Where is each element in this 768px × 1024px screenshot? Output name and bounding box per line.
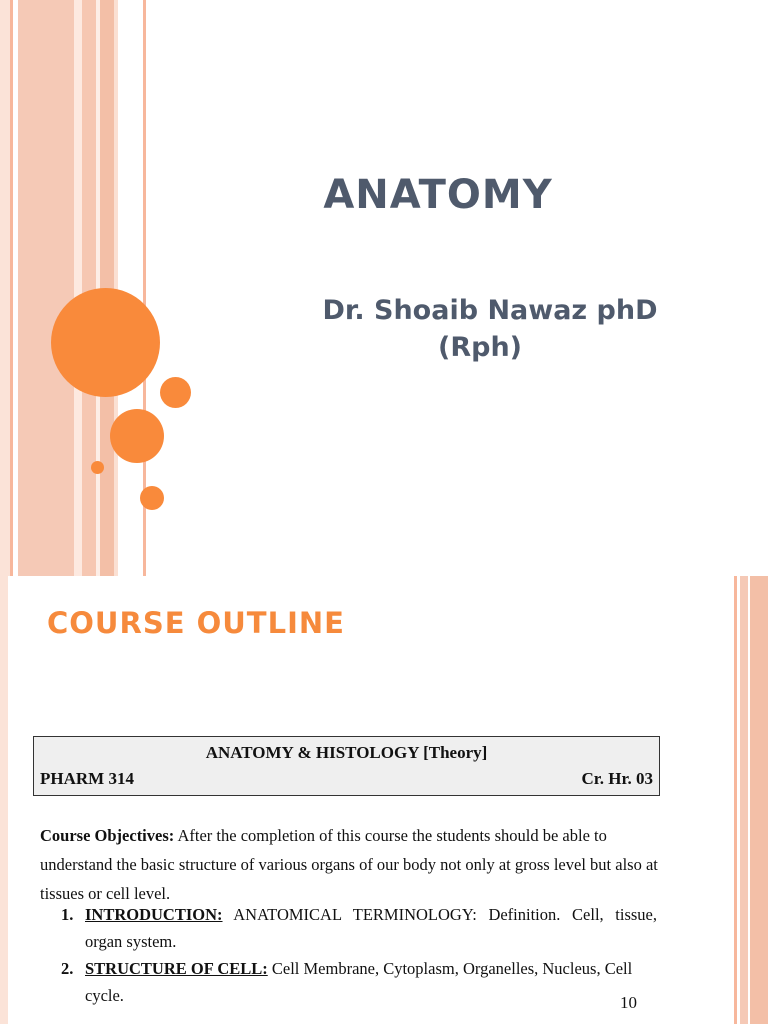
decorative-stripe [74, 0, 82, 576]
decorative-stripe [0, 0, 10, 576]
item-text: ANATOMICAL TERMINOLOGY: Definition. Cell, tissue, organ system. [85, 905, 657, 951]
slide-subtitle [280, 292, 700, 366]
decorative-stripe [740, 576, 748, 1024]
decorative-stripe [18, 0, 74, 576]
decorative-circle [140, 486, 164, 510]
syllabus-header-box [33, 736, 660, 796]
objectives-text: After the completion of this course the students should be able to understand the basic structure of various organs of our body not only at gross level but also at tissues or cell level. [40, 826, 658, 903]
decorative-stripe [82, 0, 96, 576]
decorative-circle [160, 377, 191, 408]
decorative-circle [110, 409, 164, 463]
decorative-circle [91, 461, 104, 474]
syllabus-document-image [33, 736, 660, 1024]
credit-hours: Cr. Hr. 03 [581, 769, 653, 788]
decorative-stripe [10, 0, 13, 576]
list-item [61, 901, 657, 955]
topic-list [61, 901, 657, 1009]
slide-title: COURSE OUTLINE [47, 606, 345, 640]
decorative-stripe [0, 576, 8, 1024]
decorative-circle-large [51, 288, 160, 397]
list-item [61, 955, 657, 1009]
author-credential: (Rph) [437, 332, 523, 363]
objectives-label: Course Objectives: [40, 826, 175, 845]
item-number: 1. [61, 905, 74, 924]
item-heading: INTRODUCTION: [85, 905, 223, 924]
course-outline-slide [0, 576, 768, 1024]
course-title: ANATOMY & HISTOLOGY [Theory] [205, 743, 488, 762]
item-number: 2. [61, 959, 74, 978]
course-code: PHARM 314 [40, 769, 134, 788]
slide-title: ANATOMY [323, 172, 553, 218]
decorative-stripe [734, 576, 737, 1024]
course-objectives [40, 821, 658, 908]
item-text: Cell Membrane, Cytoplasm, Organelles, Nucleus, Cell cycle. [85, 959, 633, 1005]
decorative-stripe [750, 576, 768, 1024]
item-heading: STRUCTURE OF CELL: [85, 959, 268, 978]
author-name: Dr. Shoaib Nawaz phD [322, 295, 658, 326]
page-number: 10 [620, 993, 637, 1012]
